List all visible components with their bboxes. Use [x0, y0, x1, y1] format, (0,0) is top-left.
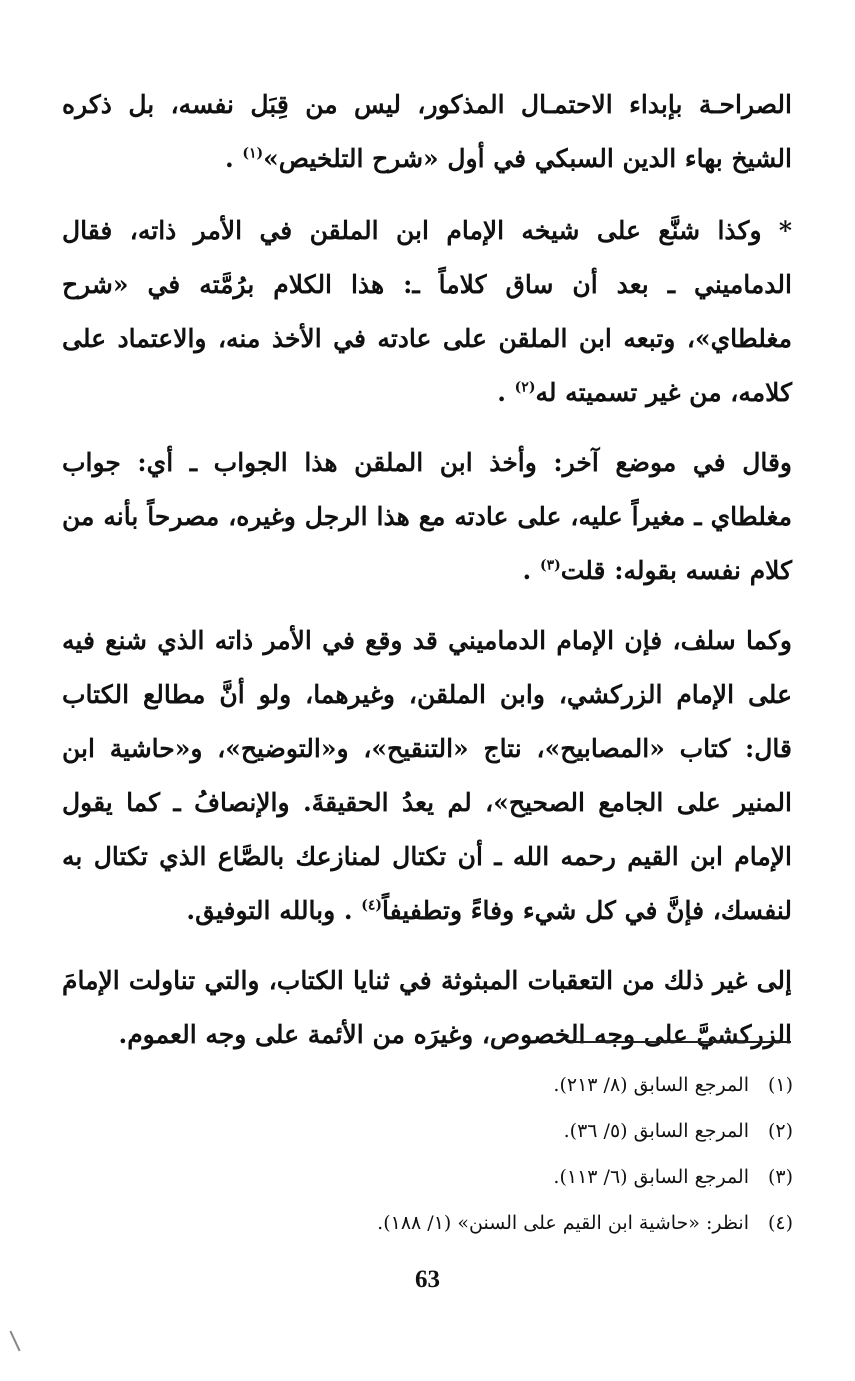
footnote-ref-3[interactable]: (٣): [539, 557, 561, 574]
footnote-number: (١): [767, 1074, 793, 1096]
scan-mark: [9, 1331, 20, 1352]
footnote-number: (٣): [767, 1166, 793, 1188]
paragraph-5-text: إلى غير ذلك من التعقبات المبثوثة في ثنايا الكتاب، والتي تناولت الإمامَ الزركشيَّ على وجه الخصوص، وغيرَه من الأئمة على وجه العموم.: [62, 966, 792, 1049]
footnote-3: [63, 1154, 793, 1200]
paragraph-1: [62, 78, 792, 186]
paragraph-4: [62, 614, 792, 938]
footnote-text: انظر: «حاشية ابن القيم على السنن» (١/ ١٨٨).: [377, 1212, 749, 1234]
paragraph-2: [62, 204, 792, 420]
paragraph-3: [62, 436, 792, 598]
paragraph-2-end: .: [497, 378, 515, 407]
footnote-number: (٤): [767, 1212, 793, 1234]
footnote-text: المرجع السابق (٨/ ٢١٣).: [553, 1074, 749, 1096]
paragraph-3-end: .: [522, 556, 540, 585]
footnote-4: [63, 1200, 793, 1246]
page-number: 63: [415, 1266, 440, 1293]
footnote-ref-1[interactable]: (١): [242, 145, 264, 162]
footnote-1: [63, 1062, 793, 1108]
paragraph-4-text: وكما سلف، فإن الإمام الدماميني قد وقع في الأمر ذاته الذي شنع فيه على الإمام الزركشي، وابن الملقن، وغيرهما، ولو أنَّ مطالع الكتاب قال: كتاب «المصابيح»، نتاج «التنقيح»، و«التوضيح»، و«حاشية ابن المنير على الجامع الصحيح»، لم يعدُ الحقيقةَ. والإنصافُ ـ كما يقول الإمام ابن القيم رحمه الله ـ أن تكتال لمنازعك بالصَّاع الذي تكتال به لنفسك، فإنَّ في كل شيء وفاءً وتطفيفاً: [62, 626, 792, 925]
paragraph-5: [62, 954, 792, 1062]
paragraph-2-text: * وكذا شنَّع على شيخه الإمام ابن الملقن في الأمر ذاته، فقال الدماميني ـ بعد أن ساق كلاماً ـ: هذا الكلام برُمَّته في «شرح مغلطاي»، وتبعه ابن الملقن على عادته في الأخذ منه، والاعتماد على كلامه، من غير تسميته له: [62, 216, 792, 407]
paragraph-1-end: .: [224, 144, 243, 173]
paragraph-3-text: وقال في موضع آخر: وأخذ ابن الملقن هذا الجواب ـ أي: جواب مغلطاي ـ مغيراً عليه، على عادته مع هذا الرجل وغيره، مصرحاً بأنه من كلام نفسه بقوله: قلت: [62, 448, 792, 585]
footnote-text: المرجع السابق (٥/ ٣٦).: [563, 1120, 749, 1142]
footnote-text: المرجع السابق (٦/ ١١٣).: [553, 1166, 749, 1188]
footnote-number: (٢): [767, 1120, 793, 1142]
footnote-ref-4[interactable]: (٤): [361, 897, 383, 914]
paragraph-1-text: الصراحـة بإبداء الاحتمـال المذكور، ليس من قِبَل نفسه، بل ذكره الشيخ بهاء الدين السبكي في أول «شرح التلخيص»: [62, 90, 792, 173]
footnote-ref-2[interactable]: (٢): [514, 379, 536, 396]
footnotes-section: [63, 1062, 793, 1246]
footnote-divider: [571, 1041, 791, 1043]
main-text: [62, 78, 792, 1078]
paragraph-4-end: . وبالله التوفيق.: [186, 896, 362, 925]
footnote-2: [63, 1108, 793, 1154]
